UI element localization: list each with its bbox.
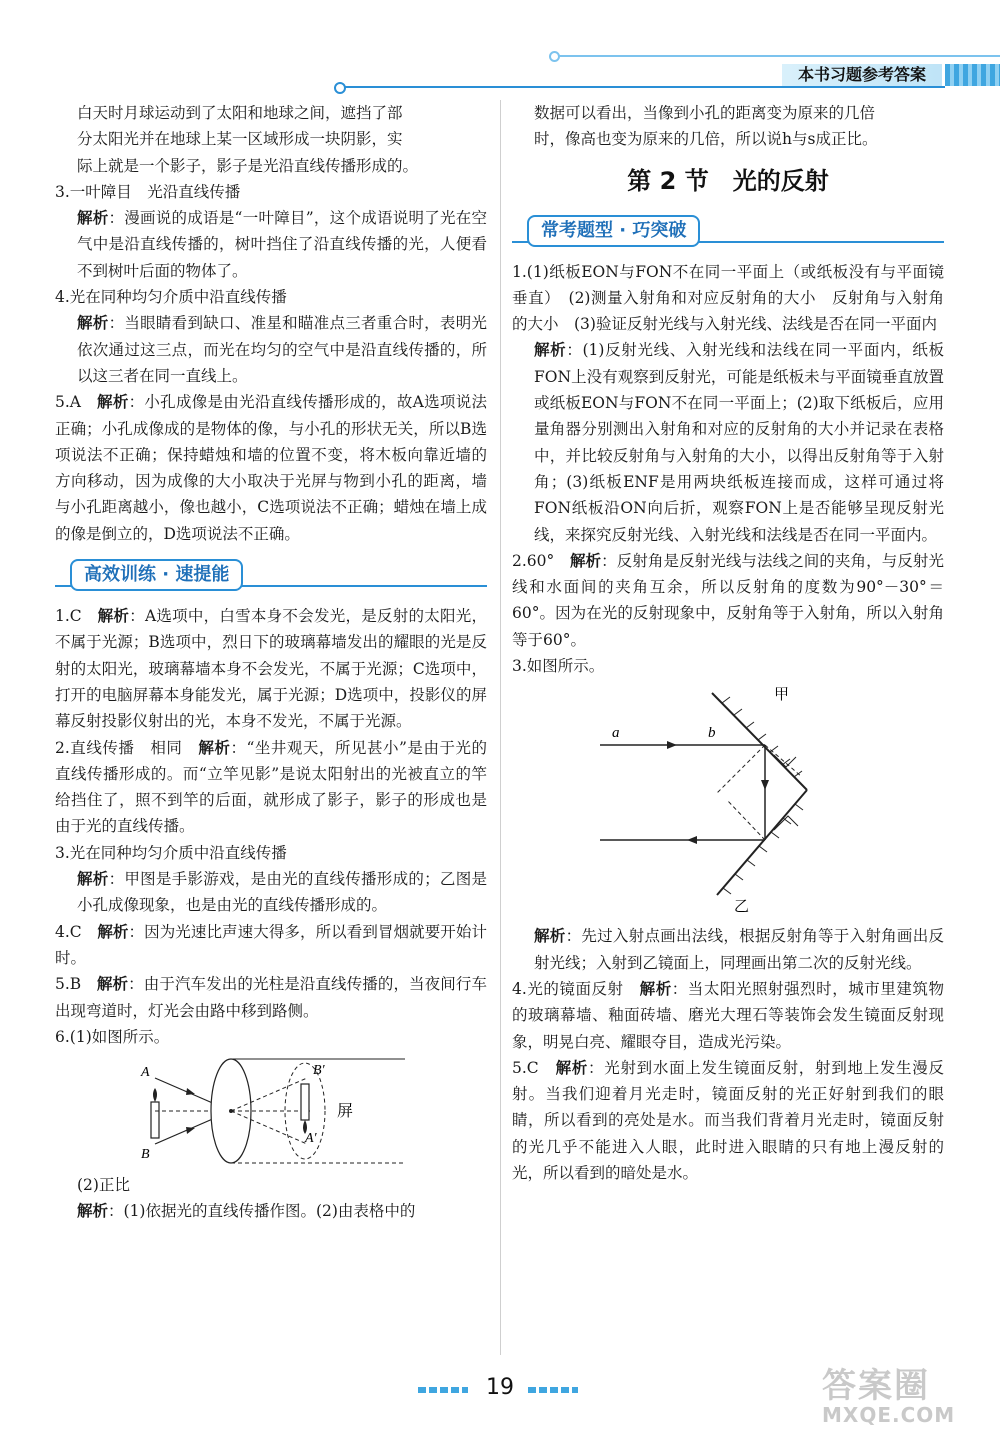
intro-line: 白天时月球运动到了太阳和地球之间，遮挡了部 — [77, 104, 403, 122]
header-title: 本书习题参考答案 — [782, 64, 942, 86]
analysis-text: ：先过入射点画出法线，根据反射角等于入射角画出反射光线；入射到乙镜面上，同理画出第二次的反射光线。 — [534, 927, 944, 972]
analysis-text: ：当眼睛看到缺口、准星和瞄准点三者重合时，表明光依次通过这三点，而光在均匀的空气中是沿直线传播的，所以这三者在同一直线上。 — [77, 314, 487, 385]
analysis-label: 解析 — [77, 870, 109, 889]
answer-head: 6.(1)如图所示。 — [55, 1027, 170, 1046]
label-A-prime: A′ — [305, 1131, 317, 1147]
answer-analysis — [55, 919, 487, 972]
answer-head: 5.C — [512, 1058, 556, 1077]
training-item-5 — [55, 971, 487, 1024]
analysis-label: 解析 — [77, 314, 109, 333]
header-dot — [334, 82, 346, 94]
answer-analysis — [512, 1055, 944, 1186]
answer-head: 1.(1)纸板EON与FON不在同一平面上（或纸板没有与平面镜垂直） (2)测量入射角和对应反射角的大小 反射角与入射角的大小 (3)验证反射光线与入射光线、法线是否在同一平面内 — [512, 262, 944, 334]
analysis-label: 解析 — [198, 738, 231, 757]
analysis-label: 解析 — [639, 979, 672, 998]
pinhole-figure — [55, 1056, 487, 1166]
mirror-diagram — [512, 685, 944, 917]
answer-analysis — [55, 735, 487, 840]
answer-analysis — [512, 548, 944, 653]
normal-2 — [727, 800, 765, 840]
analysis-text: ：A选项中，白雪本身不会发光，是反射的太阳光，不属于光源；B选项中，烈日下的玻璃幕墙发出的耀眼的光是反射的太阳光，玻璃幕墙本身不会发光，不属于光源；C选项中，打开的电脑屏幕本身能发光，属于光源；D选项中，投影仪的屏幕反射投影仪射出的光，本身不发光，不属于光源。 — [55, 607, 487, 731]
answer-analysis — [55, 866, 487, 919]
answer-head: 3.一叶障目 光沿直线传播 — [55, 182, 241, 201]
analysis-label: 解析 — [96, 975, 129, 994]
reflected-arrow-2 — [687, 836, 697, 844]
section-banner-common — [512, 211, 944, 251]
analysis-label: 解析 — [97, 393, 129, 412]
analysis-label: 解析 — [97, 607, 130, 626]
column-divider — [500, 100, 501, 1355]
header-top-rule — [555, 55, 1000, 57]
answer-item-5 — [55, 389, 487, 547]
candle-body — [151, 1102, 159, 1138]
answer-analysis — [55, 205, 487, 284]
analysis-text: ：当太阳光照射强烈时，城市里建筑物的玻璃幕墙、釉面砖墙、磨光大理石等装饰会发生镜面反射现象，明晃白亮、耀眼夺目，造成光污染。 — [512, 979, 944, 1051]
label-yi: 乙 — [734, 897, 750, 916]
normal-1-ext — [765, 745, 802, 777]
analysis-label: 解析 — [77, 1202, 109, 1221]
answer-head: 5.A — [55, 393, 98, 412]
label-a: a — [612, 725, 620, 742]
analysis-text: ：小孔成像是由光沿直线传播形成的，故A选项说法正确；小孔成像成的是物体的像，与小孔的形状无关，所以B选项说法不正确；保持蜡烛和墙的位置不变，将木板向靠近墙的方向移动，因为成像的大小取决于光屏与物到小孔的距离，墙与小孔距离越小，像也越小，C选项说法不正确；蜡烛在墙上成的像是倒立的，D选项说法不正确。 — [55, 393, 487, 543]
analysis-label: 解析 — [77, 209, 109, 228]
watermark-line1: 答案圈 — [822, 1366, 930, 1406]
banner-label: 常考题型 · 巧突破 — [527, 215, 700, 247]
analysis-text: ：(1)依据光的直线传播作图。(2)由表格中的 — [108, 1202, 416, 1221]
answer-head: 2.60° — [512, 551, 570, 570]
answer-analysis — [55, 389, 487, 547]
label-B-prime: B′ — [313, 1063, 325, 1079]
header-rule — [340, 86, 945, 88]
training-item-4 — [55, 919, 487, 972]
normal-1 — [717, 745, 765, 793]
answer-analysis — [512, 976, 944, 1055]
label-B: B — [141, 1147, 150, 1163]
label-A: A — [141, 1065, 150, 1081]
answer-analysis — [512, 923, 944, 976]
right-column — [512, 100, 944, 1186]
answer-analysis — [55, 971, 487, 1024]
analysis-text: ：“坐井观天，所见甚小”是由于光的直线传播形成的。而“立竿见影”是说太阳射出的光被直立的竿给挡住了，照不到竿的后面，就形成了影子，影子的形成也是由于光的直线传播。 — [55, 738, 487, 836]
left-column — [55, 100, 487, 1225]
candle-flame — [153, 1088, 157, 1102]
page-number-decoration-right — [528, 1387, 578, 1393]
answer-head: 3.光在同种均匀介质中沿直线传播 — [55, 843, 287, 862]
analysis-label: 解析 — [555, 1058, 589, 1077]
analysis-label: 解析 — [569, 551, 602, 570]
mirror-yi — [717, 790, 807, 895]
continued-line: 时，像高也变为原来的几倍，所以说h与s成正比。 — [534, 130, 878, 149]
label-screen: 屏 — [337, 1101, 354, 1121]
answer-analysis — [55, 603, 487, 734]
reflected-arrow-1 — [761, 780, 769, 790]
continued-line: 数据可以看出，当像到小孔的距离变为原来的几倍 — [534, 104, 876, 122]
header-top-dot — [549, 51, 560, 62]
label-jia: 甲 — [774, 685, 790, 704]
answer-item-4 — [55, 284, 487, 389]
answer-part2: (2)正比 — [77, 1176, 130, 1195]
intro-line: 分太阳光并在地球上某一区域形成一块阴影，实 — [77, 130, 403, 149]
header-decoration — [945, 64, 1000, 86]
watermark-logo — [822, 1358, 997, 1446]
analysis-text: ：反射角是反射光线与法线之间的夹角，与反射光线和水面间的夹角互余，所以反射角的度数为90°－30°＝60°。因为在光的反射现象中，反射角等于入射角，所以入射角等于60°。 — [512, 551, 944, 649]
pinhole-diagram — [55, 1056, 487, 1166]
mirror-figure — [512, 685, 944, 917]
arrow-b — [186, 1127, 195, 1134]
arrow-a — [186, 1088, 195, 1095]
reflect-item-1 — [512, 259, 944, 548]
answer-head: 3.如图所示。 — [512, 657, 605, 676]
answer-head: 2.直线传播 相同 — [55, 738, 199, 757]
page-number: 19 — [486, 1375, 514, 1400]
mirror-jia — [712, 693, 807, 790]
analysis-label: 解析 — [534, 341, 567, 360]
training-item-3 — [55, 840, 487, 919]
banner-label: 高效训练 · 速提能 — [70, 559, 243, 591]
training-item-2 — [55, 735, 487, 840]
answer-head: 5.B — [55, 975, 97, 994]
answer-analysis — [55, 1198, 487, 1224]
analysis-text: ：光射到水面上发生镜面反射，射到地上发生漫反射。当我们迎着月光走时，镜面反射的光正好射到我们的眼睛，所以看到的亮处是水。而当我们背着月光走时，镜面反射的光几乎不能进入人眼，此时进入眼睛的只有地上漫反射的光，所以看到的暗处是水。 — [512, 1058, 944, 1183]
analysis-text: ：(1)反射光线、入射光线和法线在同一平面内，纸板FON上没有观察到反射光，可能是纸板未与平面镜垂直放置或纸板EON与FON不在同一平面上；(2)取下纸板后，应用量角器分别测出入射角和对应的反射角的大小并记录在表格中，并比较反射角与入射角的大小，以得出反射角等于入射角；(3)纸板ENF是用两块纸板连接而成，这样可通过将FON纸板沿ON向后折，观察FON上是否能够呈现反射光线，来探究反射光线、入射光线和法线是否在同一平面内。 — [534, 341, 944, 544]
training-item-1 — [55, 603, 487, 734]
answer-head: 4.光在同种均匀介质中沿直线传播 — [55, 288, 287, 307]
answer-analysis — [55, 310, 487, 389]
answer-head: 1.C — [55, 607, 98, 626]
image-body — [301, 1084, 309, 1120]
reflect-item-4 — [512, 976, 944, 1055]
analysis-label: 解析 — [534, 927, 566, 946]
answer-head: 4.C — [55, 922, 98, 941]
intro-line: 际上就是一个影子，影子是光沿直线传播形成的。 — [77, 156, 419, 175]
reflect-item-2 — [512, 548, 944, 653]
incident-arrow — [667, 741, 677, 749]
section-title: 第 2 节 光的反射 — [627, 166, 829, 195]
analysis-text: ：甲图是手影游戏，是由光的直线传播形成的；乙图是小孔成像现象，也是由光的直线传播形成的。 — [77, 870, 487, 915]
answer-item-3 — [55, 179, 487, 284]
analysis-text: ：由于汽车发出的光柱是沿直线传播的，当夜间行车出现弯道时，灯光会由路中移到路侧。 — [55, 975, 487, 1020]
answer-head: 4.光的镜面反射 — [512, 979, 640, 998]
reflect-item-5 — [512, 1055, 944, 1186]
analysis-label: 解析 — [97, 922, 129, 941]
section-banner-training — [55, 555, 487, 595]
answer-analysis — [512, 337, 944, 547]
mirror-jia-hatch — [722, 697, 802, 777]
analysis-text: ：因为光速比声速大得多，所以看到冒烟就要开始计时。 — [55, 922, 487, 967]
analysis-text: ：漫画说的成语是“一叶障目”，这个成语说明了光在空气中是沿直线传播的，树叶挡住了沿直线传播的光，人便看不到树叶后面的物体了。 — [77, 209, 487, 280]
label-b: b — [708, 725, 716, 742]
watermark-line2: MXQE.COM — [822, 1403, 956, 1427]
mirror-yi-hatch — [723, 804, 803, 894]
